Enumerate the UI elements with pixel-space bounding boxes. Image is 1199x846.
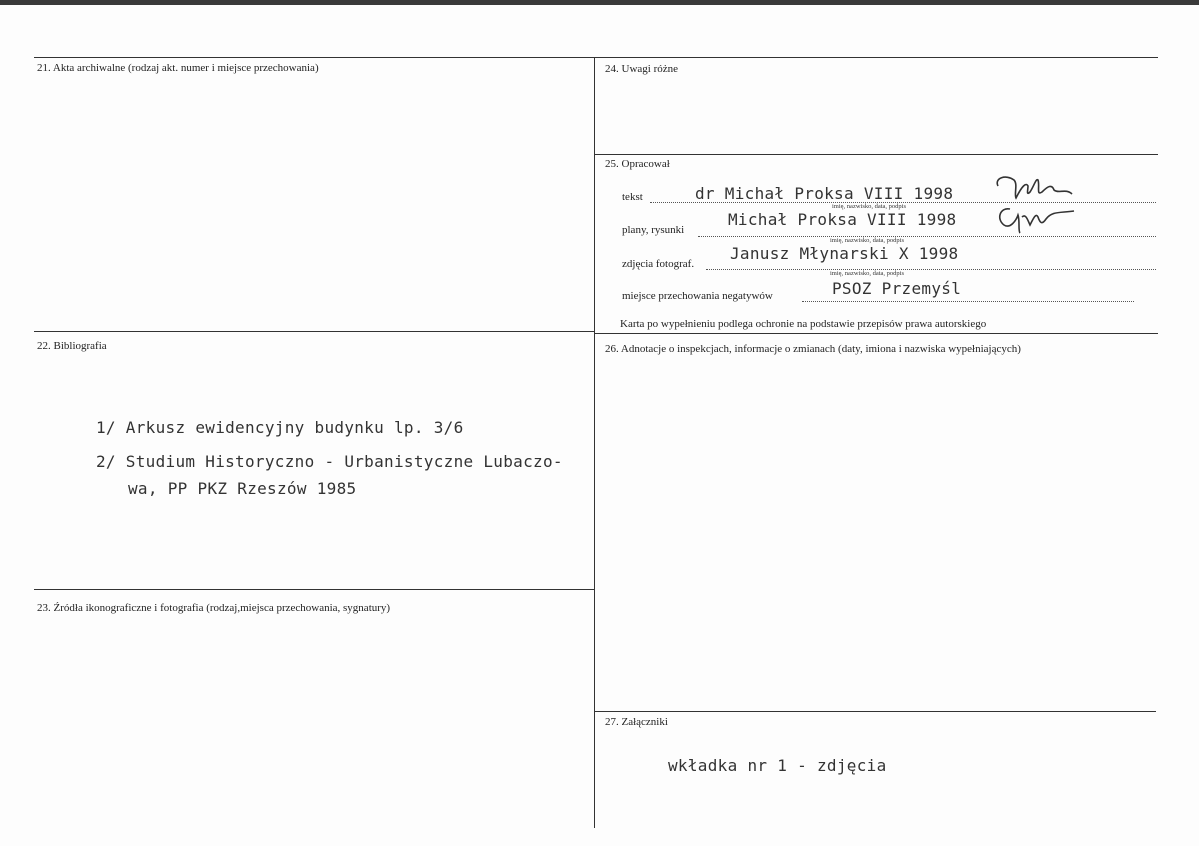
section-25-label: 25. Opracował xyxy=(605,158,670,170)
field-label-zdjecia: zdjęcia fotograf. xyxy=(622,258,695,270)
divider-26-27 xyxy=(594,711,1156,712)
field-value-plany: Michał Proksa VIII 1998 xyxy=(728,210,957,229)
field-label-tekst: tekst xyxy=(622,191,643,203)
section-22-label: 22. Bibliografia xyxy=(37,340,107,352)
field-line-negatywy xyxy=(802,301,1134,302)
scan-top-edge xyxy=(0,0,1199,5)
divider-21-22 xyxy=(34,331,595,332)
bibliography-entry-2-line-1: 2/ Studium Historyczno - Urbanistyczne Lubaczo- xyxy=(96,452,563,471)
top-border-line xyxy=(34,57,1158,58)
section-27-label: 27. Załączniki xyxy=(605,716,668,728)
section-24-label: 24. Uwagi różne xyxy=(605,63,679,75)
field-value-zdjecia: Janusz Młynarski X 1998 xyxy=(730,244,959,263)
field-caption-zdjecia: imię, nazwisko, data, podpis xyxy=(830,270,905,277)
center-divider xyxy=(594,57,595,828)
field-label-plany: plany, rysunki xyxy=(622,224,685,236)
field-value-negatywy: PSOZ Przemyśl xyxy=(832,279,962,298)
section-21-label: 21. Akta archiwalne (rodzaj akt. numer i miejsce przechowania) xyxy=(37,62,319,74)
divider-22-23 xyxy=(34,589,595,590)
field-line-plany xyxy=(698,236,1156,237)
field-line-zdjecia xyxy=(706,269,1156,270)
field-label-negatywy: miejsce przechowania negatywów xyxy=(622,290,773,302)
bibliography-entry-2-line-2: wa, PP PKZ Rzeszów 1985 xyxy=(128,479,357,498)
divider-24-25 xyxy=(594,154,1158,155)
field-caption-plany: imię, nazwisko, data, podpis xyxy=(830,237,905,244)
section-26-label: 26. Adnotacje o inspekcjach, informacje o zmianach (daty, imiona i nazwiska wypełniających) xyxy=(605,343,1021,355)
signature-tekst xyxy=(992,172,1074,204)
attachment-value: wkładka nr 1 - zdjęcia xyxy=(668,756,887,775)
section-23-label: 23. Źródła ikonograficzne i fotografia (rodzaj,miejsca przechowania, sygnatury) xyxy=(37,602,391,614)
field-value-tekst: dr Michał Proksa VIII 1998 xyxy=(695,184,954,203)
divider-25-26 xyxy=(594,333,1158,334)
copyright-note: Karta po wypełnieniu podlega ochronie na podstawie przepisów prawa autorskiego xyxy=(620,318,987,330)
signature-plany xyxy=(994,203,1076,235)
field-caption-tekst: imię, nazwisko, data, podpis xyxy=(832,203,907,210)
bibliography-entry-1: 1/ Arkusz ewidencyjny budynku lp. 3/6 xyxy=(96,418,464,437)
